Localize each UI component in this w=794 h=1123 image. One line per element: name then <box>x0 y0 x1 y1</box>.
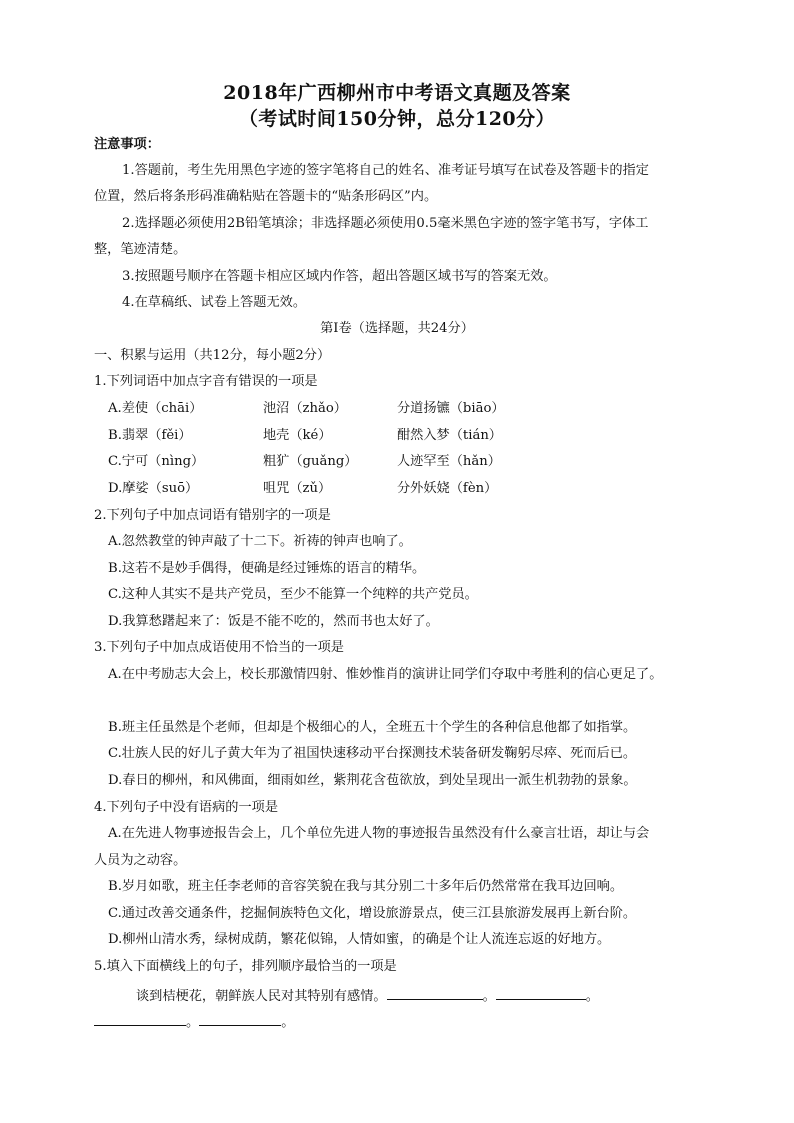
q4-option: 人员为之动容。 <box>94 853 187 868</box>
question-1-stem: 1.下列词语中加点字音有错误的一项是 <box>94 374 318 389</box>
q2-option: C.这种人其实不是共产党员，至少不能算一个纯粹的共产党员。 <box>108 587 478 602</box>
blank-period: 。 <box>585 989 599 1004</box>
part-heading: 一、积累与运用（共12分，每小题2分） <box>94 348 331 363</box>
notice-item: 2.选择题必须使用2B铅笔填涂；非选择题必须使用0.5毫米黑色字迹的签字笔书写，字体工 <box>122 216 649 231</box>
notice-heading: 注意事项： <box>94 137 160 152</box>
notice-item: 1.答题前，考生先用黑色字迹的签字笔将自己的姓名、准考证号填写在试卷及答题卡的指定 <box>122 163 649 178</box>
q5-lead: 谈到桔梗花，朝鲜族人民对其特别有感情。 <box>136 989 387 1004</box>
q1-option: 地壳（ké） <box>263 428 332 443</box>
q4-option: B.岁月如歌，班主任李老师的音容笑貌在我与其分别二十多年后仍然常常在我耳边回响。 <box>108 879 624 894</box>
notice-item: 3.按照题号顺序在答题卡相应区域内作答，超出答题区域书写的答案无效。 <box>122 269 557 284</box>
section-heading: 第Ⅰ卷（选择题，共24分） <box>320 321 474 336</box>
q2-option: B.这若不是妙手偶得，便确是经过锤炼的语言的精华。 <box>108 561 426 576</box>
q1-option: 分道扬镳（biāo） <box>397 401 505 416</box>
question-5-stem: 5.填入下面横线上的句子，排列顺序最恰当的一项是 <box>94 959 397 974</box>
question-5-text <box>136 985 599 1006</box>
blank-period: 。 <box>186 1015 200 1030</box>
q1-option: C.宁可（nìng） <box>108 454 205 469</box>
q1-option: 人迹罕至（hǎn） <box>397 454 501 469</box>
question-3-stem: 3.下列句子中加点成语使用不恰当的一项是 <box>94 640 344 655</box>
q2-option: A.忽然教堂的钟声敲了十二下。祈祷的钟声也响了。 <box>108 534 412 549</box>
q4-option: D.柳州山清水秀，绿树成荫，繁花似锦，人情如蜜，的确是个让人流连忘返的好地方。 <box>108 932 611 947</box>
answer-blank[interactable] <box>199 1011 281 1026</box>
q1-option: B.翡翠（fěi） <box>108 428 192 443</box>
q2-option: D.我算愁躇起来了：饭是不能不吃的，然而书也太好了。 <box>108 614 439 629</box>
blank-period: 。 <box>482 989 496 1004</box>
q1-option: 池沼（zhǎo） <box>263 401 347 416</box>
q4-option: C.通过改善交通条件，挖掘侗族特色文化，增设旅游景点，使三江县旅游发展再上新台阶。 <box>108 906 637 921</box>
q1-option: 酣然入梦（tián） <box>397 428 502 443</box>
question-4-stem: 4.下列句子中没有语病的一项是 <box>94 800 279 815</box>
q1-option: D.摩娑（suō） <box>108 481 199 496</box>
q3-option: A.在中考励志大会上，校长那激情四射、惟妙惟肖的演讲让同学们夺取中考胜利的信心更足了。 <box>108 667 663 682</box>
notice-item: 位置，然后将条形码准确粘贴在答题卡的“贴条形码区”内。 <box>94 189 438 204</box>
q1-option: 咀咒（zǔ） <box>263 481 332 496</box>
question-2-stem: 2.下列句子中加点词语有错别字的一项是 <box>94 508 331 523</box>
notice-item: 4.在草稿纸、试卷上答题无效。 <box>122 295 307 310</box>
q4-option: A.在先进人物事迹报告会上，几个单位先进人物的事迹报告虽然没有什么豪言壮语，却让与会 <box>108 826 650 841</box>
q1-option: A.差使（chāi） <box>108 401 203 416</box>
exam-title: 2018年广西柳州市中考语文真题及答案 <box>223 82 571 104</box>
q3-option: D.春日的柳州，和风佛面，细雨如丝，紫荆花含苞欲放，到处呈现出一派生机勃勃的景象。 <box>108 773 637 788</box>
q3-option: C.壮族人民的好儿子黄大年为了祖国快速移动平台探测技术装备研发鞠躬尽瘁、死而后已。 <box>108 746 637 761</box>
q3-option: B.班主任虽然是个老师，但却是个极细心的人，全班五十个学生的各种信息他都了如指掌。 <box>108 720 637 735</box>
q1-option: 分外妖娆（fèn） <box>397 481 498 496</box>
answer-blank[interactable] <box>94 1011 186 1026</box>
q1-option: 粗犷（guǎng） <box>263 454 358 469</box>
question-5-blanks <box>94 1011 294 1032</box>
answer-blank[interactable] <box>496 985 586 1000</box>
blank-period: 。 <box>281 1015 295 1030</box>
answer-blank[interactable] <box>387 985 483 1000</box>
notice-item: 整，笔迹清楚。 <box>94 242 187 257</box>
exam-subtitle: （考试时间150分钟，总分120分） <box>238 108 556 130</box>
